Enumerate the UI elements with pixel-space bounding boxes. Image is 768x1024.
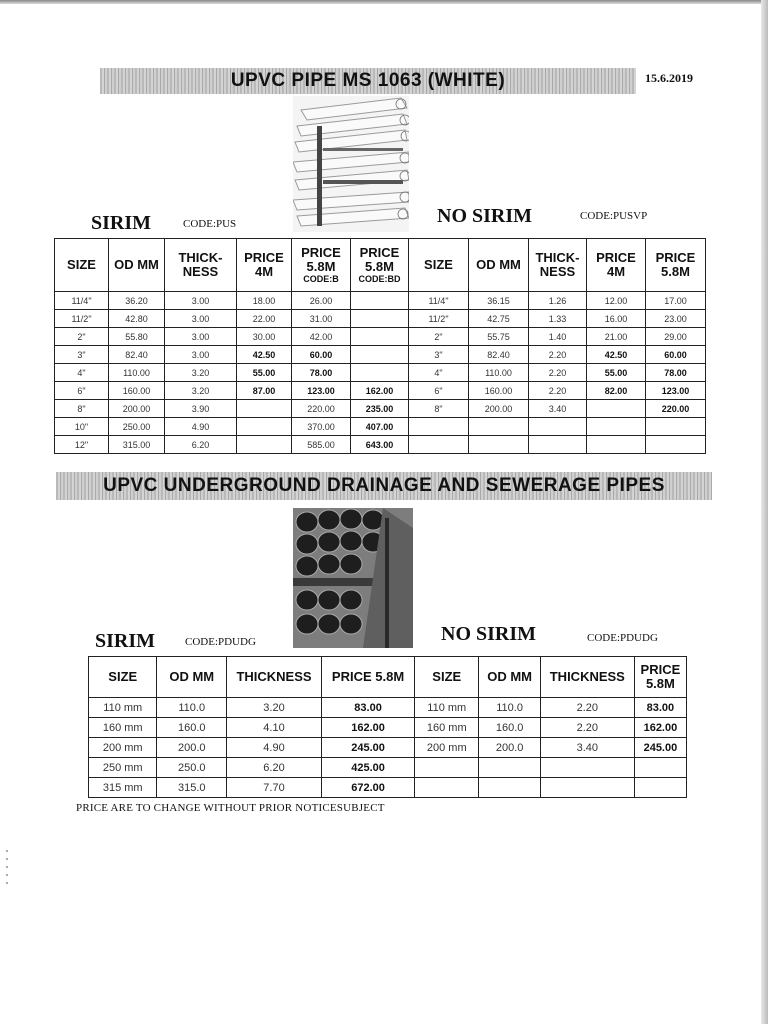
table-cell (634, 758, 686, 778)
title-banner-upvc-pipe (100, 68, 636, 94)
table-cell: 11/2" (55, 310, 109, 328)
table-cell: 10" (55, 418, 109, 436)
table-cell: 42.75 (469, 310, 529, 328)
table-cell (351, 328, 409, 346)
table-cell (587, 400, 646, 418)
table-cell: 60.00 (646, 346, 706, 364)
table-row (55, 310, 706, 328)
table-cell: 78.00 (292, 364, 351, 382)
sirim-label: SIRIM (95, 630, 156, 652)
table-cell: 30.00 (237, 328, 292, 346)
table-cell: 250.0 (157, 758, 227, 778)
table-cell (529, 436, 587, 454)
table-cell: 110.00 (469, 364, 529, 382)
table-cell: 315 mm (89, 778, 157, 798)
grey-pipe-photo (293, 508, 413, 648)
table-cell: 162.00 (351, 382, 409, 400)
table-cell: 250 mm (89, 758, 157, 778)
table-cell: 42.00 (292, 328, 351, 346)
table-cell (409, 418, 469, 436)
table-cell: 245.00 (322, 738, 415, 758)
table-cell: 200.00 (469, 400, 529, 418)
col-od: OD MM (157, 657, 227, 698)
table-cell (237, 418, 292, 436)
table-header-row (55, 239, 706, 292)
table-cell: 4" (409, 364, 469, 382)
table-cell: 3.00 (165, 292, 237, 310)
table-cell: 4" (55, 364, 109, 382)
no-sirim-label: NO SIRIM (437, 205, 533, 227)
table-cell: 200.0 (157, 738, 227, 758)
table-cell: 60.00 (292, 346, 351, 364)
table-row (55, 400, 706, 418)
col-ns-od: OD MM (469, 239, 529, 292)
table-cell: 42.50 (237, 346, 292, 364)
table-cell: 123.00 (292, 382, 351, 400)
table-cell: 26.00 (292, 292, 351, 310)
col-ns-price-58m: PRICE 5.8M (634, 657, 686, 698)
col-thickness: THICK- NESS (165, 239, 237, 292)
table-cell: 2.20 (540, 718, 634, 738)
table-cell: 220.00 (646, 400, 706, 418)
table-cell: 110 mm (415, 698, 479, 718)
table-cell (237, 400, 292, 418)
col-ns-price-4m: PRICE 4M (587, 239, 646, 292)
date-label: 15.6.2019 (645, 71, 693, 85)
table-cell: 82.40 (469, 346, 529, 364)
col-price-58m-bd-label: PRICE 5.8M (359, 245, 400, 274)
table-row (89, 738, 687, 758)
no-sirim-label: NO SIRIM (441, 623, 537, 645)
col-ns-price-58m: PRICE 5.8M (646, 239, 706, 292)
sirim-label: SIRIM (91, 212, 152, 234)
table-cell: 78.00 (646, 364, 706, 382)
table-row (55, 364, 706, 382)
table-cell: 123.00 (646, 382, 706, 400)
table-cell: 11/2" (409, 310, 469, 328)
table-cell: 235.00 (351, 400, 409, 418)
table-cell: 4.90 (226, 738, 321, 758)
table-cell: 220.00 (292, 400, 351, 418)
no-sirim-code: CODE:PUSVP (580, 210, 648, 222)
table-row (55, 418, 706, 436)
table-cell: 22.00 (237, 310, 292, 328)
table-cell: 315.0 (157, 778, 227, 798)
table-row (55, 436, 706, 454)
table-cell: 21.00 (587, 328, 646, 346)
table-cell: 1.26 (529, 292, 587, 310)
table-cell: 4.90 (165, 418, 237, 436)
table-cell (540, 758, 634, 778)
table-cell (469, 436, 529, 454)
scan-edge-right (761, 0, 768, 1024)
title-drainage: UPVC UNDERGROUND DRAINAGE AND SEWERAGE PIPES (103, 475, 665, 496)
table-cell: 55.75 (469, 328, 529, 346)
table-cell (587, 418, 646, 436)
table-cell: 55.00 (587, 364, 646, 382)
table-cell: 2.20 (529, 346, 587, 364)
table-cell: 200.00 (109, 400, 165, 418)
col-price-58m-b-code: CODE:B (303, 274, 339, 284)
table-cell: 12" (55, 436, 109, 454)
table-cell: 11/4" (409, 292, 469, 310)
table-cell: 160 mm (415, 718, 479, 738)
table-cell: 23.00 (646, 310, 706, 328)
table-cell (351, 292, 409, 310)
table-cell (237, 436, 292, 454)
table-cell: 6.20 (165, 436, 237, 454)
table-cell: 3.20 (165, 382, 237, 400)
table-cell (351, 346, 409, 364)
table-row (89, 758, 687, 778)
col-price-58m: PRICE 5.8M (322, 657, 415, 698)
col-ns-size: SIZE (415, 657, 479, 698)
table-cell: 3.00 (165, 346, 237, 364)
table-cell: 200 mm (89, 738, 157, 758)
table-cell: 162.00 (634, 718, 686, 738)
table-cell (415, 758, 479, 778)
table-row (55, 328, 706, 346)
table-cell (646, 436, 706, 454)
col-price-4m: PRICE 4M (237, 239, 292, 292)
upvc-white-price-table (54, 238, 706, 454)
table-cell: 315.00 (109, 436, 165, 454)
sirim-code: CODE:PDUDG (185, 636, 256, 648)
table-cell: 2" (55, 328, 109, 346)
table-row (55, 382, 706, 400)
table-cell: 3.40 (540, 738, 634, 758)
table-cell: 12.00 (587, 292, 646, 310)
table-row (55, 292, 706, 310)
table-cell: 2.20 (529, 382, 587, 400)
table-cell: 3.90 (165, 400, 237, 418)
table-cell: 672.00 (322, 778, 415, 798)
table-cell (351, 364, 409, 382)
table-cell: 82.40 (109, 346, 165, 364)
sirim-code: CODE:PUS (183, 218, 237, 230)
scan-edge (0, 0, 768, 4)
table-cell: 6.20 (226, 758, 321, 778)
table-cell: 3.40 (529, 400, 587, 418)
table-row (55, 346, 706, 364)
table-cell: 55.80 (109, 328, 165, 346)
table-cell: 3" (55, 346, 109, 364)
table-cell: 200.0 (479, 738, 540, 758)
table-cell (540, 778, 634, 798)
col-price-58m-bd (351, 239, 409, 292)
no-sirim-code: CODE:PDUDG (587, 632, 658, 644)
col-ns-thickness: THICK- NESS (529, 239, 587, 292)
table-cell: 31.00 (292, 310, 351, 328)
table-cell (409, 436, 469, 454)
table-cell: 643.00 (351, 436, 409, 454)
table-cell: 160.0 (157, 718, 227, 738)
table-cell: 160.00 (469, 382, 529, 400)
table-cell: 370.00 (292, 418, 351, 436)
table-cell: 6" (409, 382, 469, 400)
table-cell: 87.00 (237, 382, 292, 400)
table-cell: 3.20 (165, 364, 237, 382)
table-cell (351, 310, 409, 328)
table-cell: 11/4" (55, 292, 109, 310)
table-cell: 2.20 (529, 364, 587, 382)
white-pipe-illustration (293, 96, 409, 232)
table-cell: 245.00 (634, 738, 686, 758)
scan-speck (6, 850, 8, 890)
table-cell: 42.80 (109, 310, 165, 328)
table-cell: 3.00 (165, 310, 237, 328)
table-cell: 585.00 (292, 436, 351, 454)
table-cell: 2.20 (540, 698, 634, 718)
table-cell: 407.00 (351, 418, 409, 436)
table-cell: 160.0 (479, 718, 540, 738)
table-cell (634, 778, 686, 798)
col-thickness: THICKNESS (226, 657, 321, 698)
table-cell (469, 418, 529, 436)
table-body (55, 292, 706, 454)
col-ns-size: SIZE (409, 239, 469, 292)
table-cell: 6" (55, 382, 109, 400)
table-cell (646, 418, 706, 436)
table-cell: 110.0 (157, 698, 227, 718)
table-cell: 7.70 (226, 778, 321, 798)
table-row (89, 718, 687, 738)
price-disclaimer: PRICE ARE TO CHANGE WITHOUT PRIOR NOTICESUBJECT (76, 802, 385, 814)
col-price-58m-b (292, 239, 351, 292)
table-cell (529, 418, 587, 436)
col-size: SIZE (55, 239, 109, 292)
table-body (89, 698, 687, 798)
table-cell: 3.00 (165, 328, 237, 346)
table-cell: 16.00 (587, 310, 646, 328)
col-ns-thickness: THICKNESS (540, 657, 634, 698)
table-row (89, 778, 687, 798)
table-cell: 110.00 (109, 364, 165, 382)
col-ns-od: OD MM (479, 657, 540, 698)
table-cell (479, 778, 540, 798)
table-cell: 29.00 (646, 328, 706, 346)
table-cell: 17.00 (646, 292, 706, 310)
table-cell: 42.50 (587, 346, 646, 364)
table-cell: 82.00 (587, 382, 646, 400)
table-header-row (89, 657, 687, 698)
table-cell: 36.20 (109, 292, 165, 310)
drainage-price-table (88, 656, 687, 798)
table-cell: 2" (409, 328, 469, 346)
table-cell: 110.0 (479, 698, 540, 718)
table-cell (587, 436, 646, 454)
table-cell: 3" (409, 346, 469, 364)
white-pipe-photo (293, 96, 409, 232)
col-price-58m-b-label: PRICE 5.8M (301, 245, 341, 274)
table-cell: 110 mm (89, 698, 157, 718)
table-cell: 425.00 (322, 758, 415, 778)
table-cell: 83.00 (322, 698, 415, 718)
table-cell: 4.10 (226, 718, 321, 738)
col-size: SIZE (89, 657, 157, 698)
grey-pipe-illustration (293, 508, 413, 648)
table-cell: 162.00 (322, 718, 415, 738)
table-cell: 160.00 (109, 382, 165, 400)
table-cell: 18.00 (237, 292, 292, 310)
table-cell: 1.33 (529, 310, 587, 328)
table-cell: 3.20 (226, 698, 321, 718)
title-upvc-pipe: UPVC PIPE MS 1063 (WHITE) (230, 70, 506, 91)
table-cell: 1.40 (529, 328, 587, 346)
table-cell: 250.00 (109, 418, 165, 436)
table-cell: 83.00 (634, 698, 686, 718)
table-cell (479, 758, 540, 778)
table-cell: 8" (409, 400, 469, 418)
table-cell: 36.15 (469, 292, 529, 310)
table-row (89, 698, 687, 718)
table-cell: 200 mm (415, 738, 479, 758)
col-od: OD MM (109, 239, 165, 292)
table-cell: 8" (55, 400, 109, 418)
table-cell: 160 mm (89, 718, 157, 738)
table-cell (415, 778, 479, 798)
table-cell: 55.00 (237, 364, 292, 382)
col-price-58m-bd-code: CODE:BD (358, 274, 401, 284)
title-banner-drainage (56, 472, 712, 500)
